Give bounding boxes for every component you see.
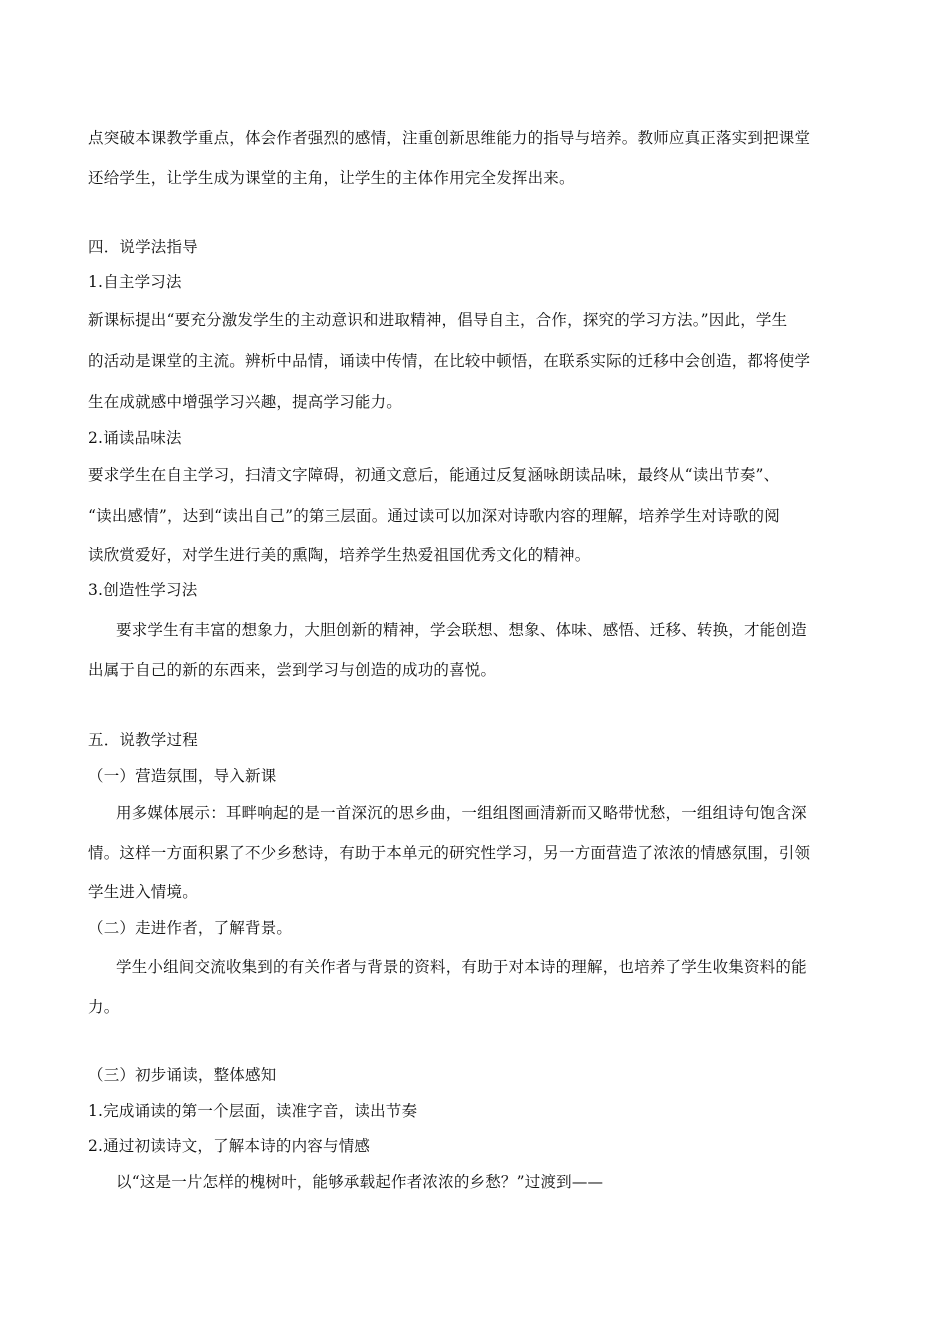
paragraph-line: “读出感情”，达到“读出自己”的第三层面。通过读可以加深对诗歌内容的理解，培养学生对诗歌的阅	[88, 507, 780, 525]
section-heading: 五．说教学过程	[88, 731, 198, 749]
paragraph-line: 读欣赏爱好，对学生进行美的熏陶，培养学生热爱祖国优秀文化的精神。	[88, 546, 591, 564]
paragraph-line: 要求学生在自主学习，扫清文字障碍，初通文意后，能通过反复涵咏朗读品味，最终从“读出节奏”、	[88, 466, 780, 484]
subsection-heading: （二）走进作者，了解背景。	[88, 919, 293, 937]
paragraph-line: 力。	[88, 998, 120, 1016]
subsection-heading: 3.创造性学习法	[88, 581, 198, 599]
subsection-heading: 2.诵读品味法	[88, 429, 182, 447]
paragraph-line: 点突破本课教学重点，体会作者强烈的感情，注重创新思维能力的指导与培养。教师应真正落实到把课堂	[88, 129, 811, 147]
paragraph-line: 情。这样一方面积累了不少乡愁诗，有助于本单元的研究性学习，另一方面营造了浓浓的情感氛围，引领	[88, 844, 811, 862]
subsection-heading: （三）初步诵读，整体感知	[88, 1066, 277, 1084]
paragraph-line: 以“这是一片怎样的槐树叶，能够承载起作者浓浓的乡愁？”过渡到——	[116, 1173, 604, 1191]
paragraph-line: 还给学生，让学生成为课堂的主角，让学生的主体作用完全发挥出来。	[88, 169, 575, 187]
section-heading: 四．说学法指导	[88, 238, 198, 256]
paragraph-line: 学生小组间交流收集到的有关作者与背景的资料，有助于对本诗的理解，也培养了学生收集资料的能	[116, 958, 807, 976]
list-item: 2.通过初读诗文，了解本诗的内容与情感	[88, 1137, 371, 1155]
paragraph-line: 出属于自己的新的东西来，尝到学习与创造的成功的喜悦。	[88, 661, 497, 679]
paragraph-line: 新课标提出“要充分激发学生的主动意识和进取精神，倡导自主，合作，探究的学习方法。”因此，学生	[88, 311, 788, 329]
subsection-heading: 1.自主学习法	[88, 273, 182, 291]
subsection-heading: （一）营造氛围，导入新课	[88, 767, 277, 785]
paragraph-line: 要求学生有丰富的想象力，大胆创新的精神，学会联想、想象、体味、感悟、迁移、转换，才能创造	[116, 621, 807, 639]
paragraph-line: 生在成就感中增强学习兴趣，提高学习能力。	[88, 393, 403, 411]
paragraph-line: 用多媒体展示：耳畔响起的是一首深沉的思乡曲，一组组图画清新而又略带忧愁，一组组诗句饱含深	[116, 804, 807, 822]
list-item: 1.完成诵读的第一个层面，读准字音，读出节奏	[88, 1102, 418, 1120]
paragraph-line: 的活动是课堂的主流。辨析中品情，诵读中传情，在比较中顿悟，在联系实际的迁移中会创造，都将使学	[88, 352, 811, 370]
paragraph-line: 学生进入情境。	[88, 883, 198, 901]
